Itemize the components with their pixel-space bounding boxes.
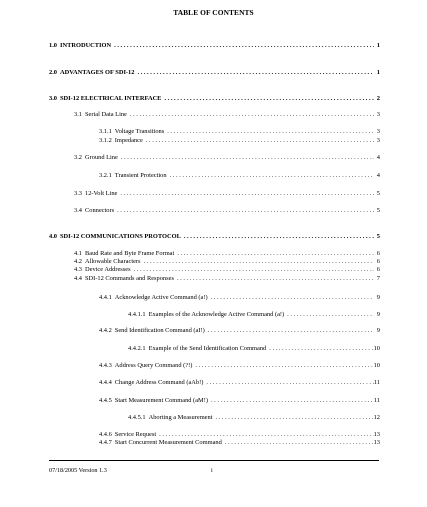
- toc-entry[interactable]: [99, 431, 380, 439]
- toc-entry-number: 2.0: [49, 69, 57, 76]
- toc-entry-page: 10: [373, 362, 380, 369]
- toc-entry-number: 4.4.5.1: [128, 414, 146, 421]
- toc-entry-number: 1.0: [49, 42, 57, 49]
- toc-entry[interactable]: [74, 190, 380, 198]
- toc-entry-title: 12-Volt Line: [85, 190, 118, 197]
- toc-dot-leader: [111, 42, 374, 50]
- toc-dot-leader: [181, 233, 374, 241]
- toc-entry-number: 3.2.1: [99, 172, 112, 179]
- toc-dot-leader: [141, 258, 374, 266]
- toc-entry-page: 4: [376, 172, 380, 179]
- toc-dot-leader: [192, 362, 373, 370]
- toc-entry-page: 4: [376, 154, 380, 161]
- toc-entry-title: ADVANTAGES OF SDI-12: [60, 69, 135, 76]
- toc-entry-page: 6: [376, 258, 380, 265]
- toc-entry-number: 3.0: [49, 95, 57, 102]
- toc-entry-number: 4.4.2.1: [128, 345, 146, 352]
- footer-page-number: i: [211, 467, 213, 474]
- toc-entry-title: Transient Protection: [114, 172, 167, 179]
- toc-entry-title: Change Address Command (aAb!): [114, 379, 204, 386]
- toc-entry[interactable]: [74, 266, 380, 274]
- toc-entry-title: Impedance: [114, 137, 143, 144]
- toc-entry-number: 4.4.7: [99, 439, 112, 446]
- toc-entry-title: Send Identification Command (aI!): [114, 327, 205, 334]
- toc-entry-page: 9: [376, 294, 380, 301]
- footer-divider: [49, 460, 379, 461]
- toc-entry-page: 6: [376, 266, 380, 273]
- toc-entry-page: 3: [376, 128, 380, 135]
- toc-entry-title: Example of the Send Identification Command: [148, 345, 267, 352]
- toc-entry-number: 4.4: [74, 275, 82, 282]
- toc-entry-title: SDI-12 ELECTRICAL INTERFACE: [60, 95, 162, 102]
- toc-dot-leader: [208, 294, 374, 302]
- toc-entry-page: 11: [373, 379, 380, 386]
- toc-entry-title: Voltage Transitions: [114, 128, 165, 135]
- toc-entry[interactable]: [74, 250, 380, 258]
- toc-entry-page: 1: [376, 69, 380, 76]
- toc-entry[interactable]: [74, 111, 380, 119]
- toc-entry[interactable]: [99, 397, 380, 405]
- toc-entry-number: 4.4.5: [99, 397, 112, 404]
- toc-entry-page: 6: [376, 250, 380, 257]
- toc-entry-title: Aborting a Measurement: [148, 414, 213, 421]
- toc-entry-page: 12: [373, 414, 380, 421]
- toc-entry[interactable]: [128, 414, 380, 422]
- toc-entry[interactable]: [99, 172, 380, 180]
- toc-entry-page: 7: [376, 275, 380, 282]
- toc-entry[interactable]: [74, 207, 380, 215]
- toc-entry-number: 4.4.2: [99, 327, 112, 334]
- toc-entry-number: 4.4.1.1: [128, 311, 146, 318]
- toc-entry-title: Ground Line: [85, 154, 118, 161]
- toc-entry-number: 3.4: [74, 207, 82, 214]
- toc-entry-number: 4.4.4: [99, 379, 112, 386]
- toc-entry[interactable]: [99, 439, 380, 447]
- toc-entry-page: 3: [376, 137, 380, 144]
- toc-entry-number: 3.1.2: [99, 137, 112, 144]
- page-title: TABLE OF CONTENTS: [173, 8, 254, 17]
- toc-dot-leader: [284, 311, 374, 319]
- toc-dot-leader: [212, 414, 373, 422]
- toc-entry[interactable]: [49, 95, 380, 103]
- toc-dot-leader: [117, 190, 374, 198]
- toc-entry-page: 11: [373, 397, 380, 404]
- toc-entry-number: 4.0: [49, 233, 57, 240]
- toc-entry[interactable]: [99, 137, 380, 145]
- toc-entry-title: Acknowledge Active Command (a!): [114, 294, 208, 301]
- toc-dot-leader: [266, 345, 373, 353]
- toc-entry-page: 2: [376, 95, 380, 102]
- toc-entry-number: 3.3: [74, 190, 82, 197]
- toc-entry-page: 10: [373, 345, 380, 352]
- toc-entry[interactable]: [49, 69, 380, 77]
- toc-dot-leader: [203, 379, 373, 387]
- footer-date-version: 07/18/2005 Version 1.3: [49, 467, 107, 474]
- toc-entry-title: Start Concurrent Measurement Command: [114, 439, 222, 446]
- toc-dot-leader: [143, 137, 374, 145]
- toc-entry-page: 9: [376, 311, 380, 318]
- toc-entry-number: 4.1: [74, 250, 82, 257]
- toc-entry-title: Baud Rate and Byte Frame Format: [85, 250, 175, 257]
- toc-entry[interactable]: [128, 311, 380, 319]
- toc-dot-leader: [156, 431, 373, 439]
- toc-dot-leader: [134, 69, 374, 77]
- toc-dot-leader: [131, 266, 374, 274]
- toc-entry[interactable]: [74, 275, 380, 283]
- toc-entry-number: 4.4.3: [99, 362, 112, 369]
- toc-dot-leader: [205, 327, 374, 335]
- toc-entry[interactable]: [99, 362, 380, 370]
- toc-dot-leader: [174, 275, 374, 283]
- toc-entry[interactable]: [99, 294, 380, 302]
- toc-dot-leader: [114, 207, 374, 215]
- toc-entry-number: 3.1.1: [99, 128, 112, 135]
- toc-dot-leader: [161, 95, 374, 103]
- toc-entry-title: Connectors: [85, 207, 115, 214]
- toc-dot-leader: [208, 397, 374, 405]
- toc-entry-number: 4.4.6: [99, 431, 112, 438]
- toc-entry-title: Device Addresses: [85, 266, 131, 273]
- toc-entry[interactable]: [128, 345, 380, 353]
- toc-entry-title: Examples of the Acknowledge Active Command (a!): [148, 311, 285, 318]
- toc-entry[interactable]: [99, 128, 380, 136]
- toc-entry-page: 13: [373, 439, 380, 446]
- toc-dot-leader: [164, 128, 374, 136]
- toc-dot-leader: [222, 439, 374, 447]
- toc-entry-page: 3: [376, 111, 380, 118]
- toc-entry-title: Allowable Characters: [85, 258, 141, 265]
- toc-entry[interactable]: [99, 327, 380, 335]
- toc-entry-title: SDI-12 COMMUNICATIONS PROTOCOL: [60, 233, 181, 240]
- toc-entry-number: 4.2: [74, 258, 82, 265]
- toc-entry-page: 5: [376, 190, 380, 197]
- toc-entry-title: Service Request: [114, 431, 157, 438]
- toc-entry-page: 1: [376, 42, 380, 49]
- toc-entry-page: 13: [373, 431, 380, 438]
- toc-entry-title: Address Query Command (?!): [114, 362, 193, 369]
- toc-entry-number: 3.2: [74, 154, 82, 161]
- toc-dot-leader: [127, 111, 374, 119]
- toc-entry-number: 4.3: [74, 266, 82, 273]
- toc-entry-page: 5: [376, 207, 380, 214]
- toc-entry-title: Serial Data Line: [85, 111, 127, 118]
- toc-entry-title: INTRODUCTION: [60, 42, 112, 49]
- toc-entry-page: 5: [376, 233, 380, 240]
- toc-entry[interactable]: [49, 233, 380, 241]
- toc-entry-title: Start Measurement Command (aM!): [114, 397, 208, 404]
- toc-entry-page: 9: [376, 327, 380, 334]
- toc-entry-title: SDI-12 Commands and Responses: [85, 275, 174, 282]
- toc-dot-leader: [167, 172, 374, 180]
- toc-dot-leader: [118, 154, 374, 162]
- toc-entry[interactable]: [74, 258, 380, 266]
- toc-entry[interactable]: [74, 154, 380, 162]
- toc-entry-number: 4.4.1: [99, 294, 112, 301]
- toc-dot-leader: [174, 250, 374, 258]
- toc-entry-number: 3.1: [74, 111, 82, 118]
- toc-entry[interactable]: [49, 42, 380, 50]
- toc-entry[interactable]: [99, 379, 380, 387]
